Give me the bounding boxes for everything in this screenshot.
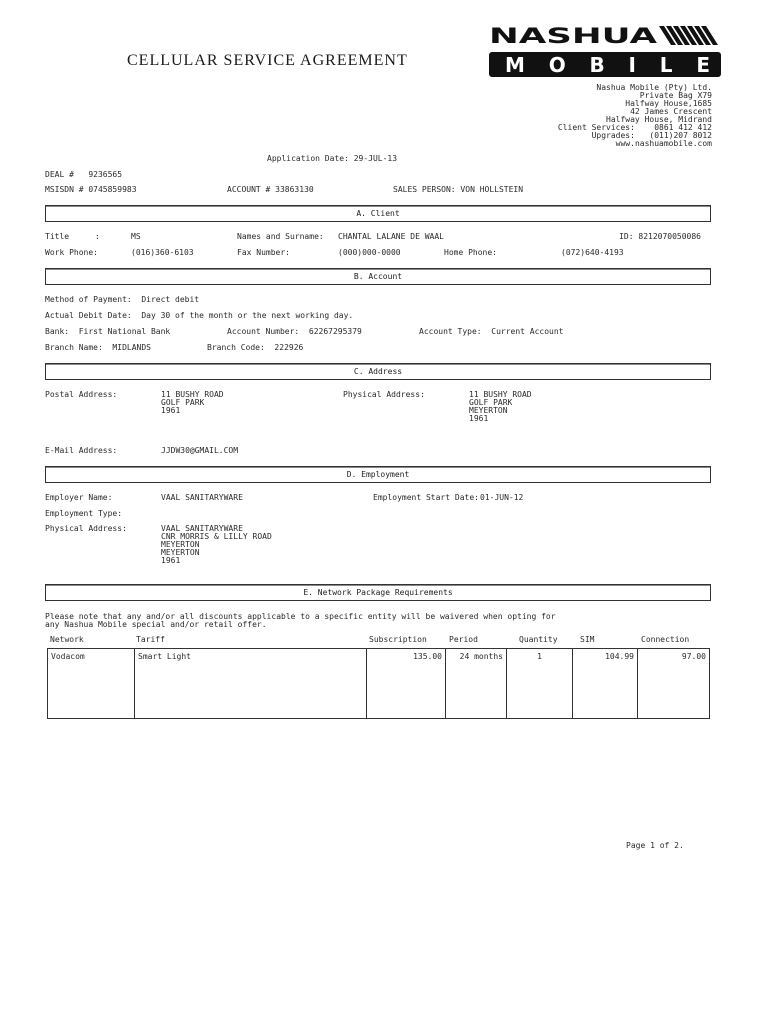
account-type: Account Type: Current Account [419,327,564,336]
address-line: MEYERTON [469,406,508,415]
address-line: MEYERTON [161,548,200,557]
home-phone-value: (072)640-4193 [561,248,624,257]
col-header-network: Network [50,635,84,644]
branch-code: Branch Code: 222926 [207,343,304,352]
employment-type-label: Employment Type: [45,509,123,518]
col-header-sim: SIM [580,635,595,644]
company-line: Client Services: 0861 412 412 [557,123,712,132]
cell-sim: 104.99 [573,649,638,719]
sales-person: SALES PERSON: VON HOLLSTEIN [393,185,524,194]
section-bar-client [45,205,711,222]
id-number: ID: 8212070050086 [619,232,701,241]
section-title: B. Account [353,272,403,281]
cell-connection: 97.00 [638,649,710,719]
address-line: VAAL SANITARYWARE [161,524,243,533]
cell-period: 24 months [446,649,507,719]
section-bar-account [45,268,711,285]
svg-text:MOBILE: MOBILE [505,53,710,77]
section-title: E. Network Package Requirements [303,588,453,597]
work-phone-value: (016)360-6103 [131,248,194,257]
nashua-mobile-logo [487,24,722,78]
employment-start-label: Employment Start Date: [373,493,479,502]
company-line: Upgrades: (011)207 8012 [591,131,712,140]
address-line: 1961 [161,406,181,415]
bank: Bank: First National Bank [45,327,171,336]
address-line: GOLF PARK [161,398,205,407]
application-date: Application Date: 29-JUL-13 [267,154,398,163]
fax-label: Fax Number: [237,248,290,257]
svg-text:NASHUA: NASHUA [489,24,659,48]
branch-name: Branch Name: MIDLANDS [45,343,151,352]
home-phone-label: Home Phone: [444,248,497,257]
page-number: Page 1 of 2. [626,841,684,850]
package-table [47,648,710,719]
work-phone-label: Work Phone: [45,248,98,257]
address-line: 11 BUSHY ROAD [161,390,224,399]
col-header-quantity: Quantity [519,635,558,644]
address-line: 11 BUSHY ROAD [469,390,532,399]
address-line: 1961 [161,556,181,565]
company-line: Halfway House,1685 [625,99,712,108]
col-header-period: Period [449,635,478,644]
address-line: 1961 [469,414,489,423]
physical-address-label: Physical Address: [343,390,425,399]
bank-account-number: Account Number: 62267295379 [227,327,362,336]
title-colon: : [95,232,100,241]
col-header-subscription: Subscription [369,635,427,644]
names-value: CHANTAL LALANE DE WAAL [338,232,444,241]
employment-start-value: 01-JUN-12 [480,493,524,502]
physical-address [469,391,532,423]
debit-date: Actual Debit Date: Day 30 of the month or the next working day. [45,311,354,320]
section-bar-network [45,584,711,601]
company-line: Nashua Mobile (Pty) Ltd. [596,83,712,92]
section-bar-employment [45,466,711,483]
postal-address-label: Postal Address: [45,390,118,399]
employer-address [161,525,272,565]
cell-tariff: Smart Light [135,649,367,719]
title-value: MS [131,232,141,241]
email-value: JJDW30@GMAIL.COM [161,446,239,455]
company-line: 42 James Crescent [630,107,712,116]
cell-quantity: 1 [507,649,573,719]
address-line: CNR MORRIS & LILLY ROAD [161,532,272,541]
section-bar-address [45,363,711,380]
company-address [452,84,712,148]
employer-label: Employer Name: [45,493,113,502]
email-label: E-Mail Address: [45,446,118,455]
note-line: Please note that any and/or all discounts applicable to a specific entity will be waivered when opting for [45,612,556,621]
section-title: A. Client [356,209,400,218]
note-line: any Nashua Mobile special and/or retail offer. [45,620,267,629]
cell-subscription: 135.00 [367,649,446,719]
address-line: GOLF PARK [469,398,513,407]
employer-value: VAAL SANITARYWARE [161,493,243,502]
fax-value: (000)000-0000 [338,248,401,257]
company-line: Private Bag X79 [639,91,712,100]
section-title: C. Address [353,367,403,376]
postal-address [161,391,224,415]
payment-method: Method of Payment: Direct debit [45,295,200,304]
employer-address-label: Physical Address: [45,524,127,533]
company-line: Halfway House, Midrand [606,115,712,124]
address-line: MEYERTON [161,540,200,549]
col-header-tariff: Tariff [136,635,165,644]
account-number-header: ACCOUNT # 33863130 [227,185,314,194]
names-label: Names and Surname: [237,232,324,241]
company-line: www.nashuamobile.com [615,139,712,148]
title-label: Title [45,232,70,241]
msisdn: MSISDN # 0745859983 [45,185,137,194]
col-header-connection: Connection [641,635,690,644]
cell-network: Vodacom [48,649,135,719]
document-title: CELLULAR SERVICE AGREEMENT [127,52,408,69]
deal-number: DEAL # 9236565 [45,170,123,179]
section-title: D. Employment [346,470,410,479]
table-row [48,649,710,719]
discount-note [45,613,556,629]
